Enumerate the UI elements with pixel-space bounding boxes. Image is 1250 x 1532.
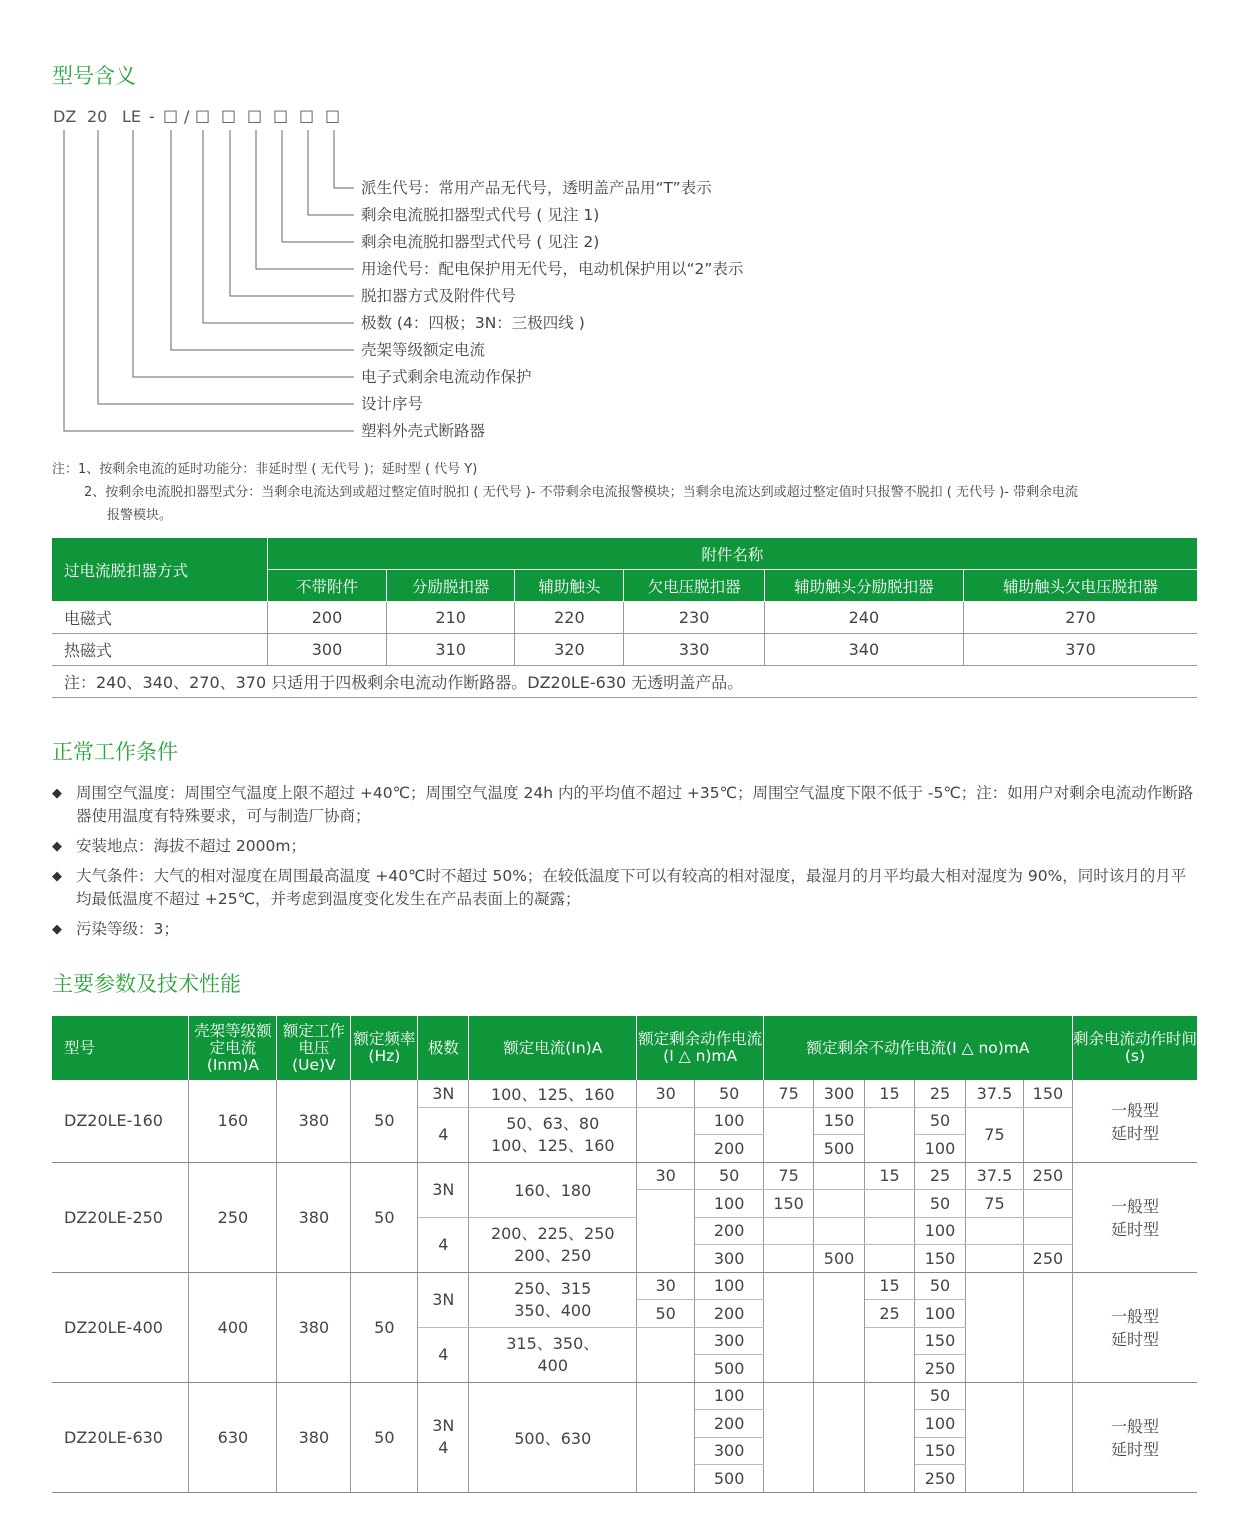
table-cell: 310 [387, 634, 515, 666]
table-cell [965, 1245, 1023, 1273]
table-cell [865, 1107, 915, 1162]
code-box-1: □ [163, 106, 179, 125]
table-cell [865, 1245, 915, 1273]
voltage-cell: 380 [277, 1272, 351, 1382]
condition-item: ◆ 污染等级：3； [52, 918, 1197, 941]
current-cell [469, 1107, 637, 1162]
table-cell: 15 [865, 1272, 915, 1300]
table-cell: 37.5 [965, 1162, 1023, 1190]
table-cell: 100 [695, 1272, 764, 1300]
code-slash: / [184, 107, 190, 126]
poles-cell [418, 1382, 469, 1492]
table-cell: 150 [814, 1107, 865, 1135]
voltage-cell: 380 [277, 1080, 351, 1162]
current-line: 100、125、160 [490, 1135, 615, 1155]
table-cell: 200 [695, 1217, 764, 1245]
current-line: 50、63、80 [506, 1113, 600, 1133]
table-cell: 500 [814, 1135, 865, 1163]
table-cell: 150 [915, 1245, 966, 1273]
table-cell: 50 [695, 1080, 764, 1107]
accessory-col-header: 欠电压脱扣器 [624, 570, 764, 602]
current-cell [469, 1327, 637, 1382]
current-cell: 160、180 [469, 1162, 637, 1217]
header-frame: 壳架等级额定电流(Inm)A [189, 1016, 277, 1080]
table-cell [865, 1217, 915, 1245]
row-label: 热磁式 [52, 634, 267, 666]
freq-cell: 50 [351, 1080, 418, 1162]
poles-cell: 4 [418, 1107, 469, 1162]
table-cell [764, 1272, 814, 1382]
table-cell: 250 [1023, 1162, 1072, 1190]
table-cell: 370 [964, 634, 1197, 666]
accessory-col-header: 辅助触头分励脱扣器 [764, 570, 963, 602]
conditions-list [52, 782, 1197, 948]
table-cell: 25 [915, 1080, 966, 1107]
table-cell [637, 1327, 695, 1382]
table-cell [637, 1382, 695, 1492]
table-cell [1023, 1217, 1072, 1245]
table-cell: 300 [814, 1080, 865, 1107]
note-line-3: 报警模块。 [107, 508, 173, 523]
table-cell [814, 1272, 865, 1382]
section-title-conditions: 正常工作条件 [52, 740, 178, 764]
table-cell: 30 [637, 1272, 695, 1300]
accessory-col-header: 辅助触头 [515, 570, 624, 602]
table-cell [814, 1162, 865, 1190]
current-line: 350、400 [514, 1300, 592, 1320]
table-cell: 15 [865, 1162, 915, 1190]
poles-cell: 4 [418, 1217, 469, 1272]
model-notes [52, 458, 1197, 527]
parameter-table [52, 1016, 1197, 1493]
table-cell [1023, 1107, 1072, 1162]
table-cell: 150 [1023, 1080, 1072, 1107]
current-line: 200、225、250 [490, 1223, 615, 1243]
table-cell: 50 [915, 1382, 966, 1410]
header-voltage: 额定工作电压(Ue)V [277, 1016, 351, 1080]
model-cell: DZ20LE-630 [52, 1382, 189, 1492]
current-cell [469, 1272, 637, 1327]
accessory-group-header: 附件名称 [267, 538, 1197, 570]
table-cell: 150 [915, 1327, 966, 1355]
header-rated-current: 额定电流(In)A [469, 1016, 637, 1080]
table-cell [965, 1272, 1023, 1382]
table-cell [965, 1382, 1023, 1492]
table-cell: 75 [965, 1107, 1023, 1162]
table-cell [1023, 1190, 1072, 1218]
code-box-5: □ [273, 106, 289, 125]
table-cell [814, 1190, 865, 1218]
table-cell: 250 [1023, 1245, 1072, 1273]
table-row [52, 634, 1197, 666]
code-box-6: □ [299, 106, 315, 125]
table-cell: 30 [637, 1162, 695, 1190]
header-residual-current: 额定剩余动作电流(I △ n)mA [637, 1016, 764, 1080]
table-cell: 75 [965, 1190, 1023, 1218]
table-cell: 250 [915, 1465, 966, 1493]
table-cell: 500 [695, 1355, 764, 1383]
freq-cell: 50 [351, 1382, 418, 1492]
legend-item: 剩余电流脱扣器型式代号 ( 见注 1) [361, 206, 600, 224]
accessory-table [52, 538, 1197, 698]
legend-item: 塑料外壳式断路器 [361, 422, 486, 440]
note-line-2: 2、按剩余电流脱扣器型式分：当剩余电流达到或超过整定值时脱扣 ( 无代号 )- 不带剩余电流报警模块；当剩余电流达到或超过整定值时只报警不脱扣 ( 无代号 )- 带剩余电流 [84, 485, 1078, 500]
table-cell [764, 1382, 814, 1492]
section-title-model-meaning: 型号含义 [52, 64, 136, 88]
table-row [52, 1162, 1197, 1190]
table-cell: 50 [915, 1190, 966, 1218]
table-cell [814, 1217, 865, 1245]
table-cell: 220 [515, 602, 624, 634]
legend-item: 电子式剩余电流动作保护 [361, 368, 532, 386]
table-cell: 200 [695, 1135, 764, 1163]
note-line-1: 注：1、按剩余电流的延时功能分：非延时型 ( 无代号 )；延时型 ( 代号 Y) [52, 462, 478, 477]
code-box-2: □ [195, 106, 211, 125]
voltage-cell: 380 [277, 1382, 351, 1492]
table-row [52, 602, 1197, 634]
current-line: 315、350、 [506, 1333, 600, 1353]
table-cell: 230 [624, 602, 764, 634]
table-cell [637, 1190, 695, 1273]
table-cell [814, 1382, 865, 1492]
current-cell: 100、125、160 [469, 1080, 637, 1107]
table-cell [865, 1327, 915, 1382]
table-cell [764, 1217, 814, 1245]
header-operating-time: 剩余电流动作时间(s) [1072, 1030, 1197, 1065]
frame-cell: 160 [189, 1080, 277, 1162]
table-cell [1023, 1382, 1072, 1492]
time-cell: 一般型 延时型 [1072, 1080, 1197, 1162]
table-cell: 200 [695, 1410, 764, 1438]
row-label: 电磁式 [52, 602, 267, 634]
legend-item: 剩余电流脱扣器型式代号 ( 见注 2) [361, 233, 600, 251]
accessory-table-note: 注：240、340、270、370 只适用于四极剩余电流动作断路器。DZ20LE-630 无透明盖产品。 [52, 666, 1197, 698]
current-cell [469, 1217, 637, 1272]
table-cell: 340 [764, 634, 963, 666]
table-cell [865, 1382, 915, 1492]
time-cell: 一般型 延时型 [1072, 1162, 1197, 1272]
table-cell: 100 [695, 1190, 764, 1218]
current-line: 250、315 [514, 1278, 592, 1298]
table-cell: 50 [915, 1272, 966, 1300]
code-box-7: □ [325, 106, 341, 125]
table-cell: 100 [695, 1382, 764, 1410]
frame-cell: 400 [189, 1272, 277, 1382]
table-cell: 100 [915, 1217, 966, 1245]
code-le: LE [122, 107, 142, 126]
frame-cell: 630 [189, 1382, 277, 1492]
table-cell: 500 [814, 1245, 865, 1273]
time-cell: 一般型 延时型 [1072, 1272, 1197, 1382]
voltage-cell: 380 [277, 1162, 351, 1272]
table-cell: 150 [915, 1437, 966, 1465]
table-cell: 15 [865, 1080, 915, 1107]
poles-cell: 3N [418, 1272, 469, 1327]
code-box-4: □ [247, 106, 263, 125]
poles-line: 4 [438, 1438, 449, 1457]
table-cell [1023, 1272, 1072, 1382]
table-cell: 25 [865, 1300, 915, 1328]
condition-item: ◆ 安装地点：海拔不超过 2000m； [52, 835, 1197, 858]
table-cell: 37.5 [965, 1080, 1023, 1107]
poles-line: 3N [432, 1416, 455, 1435]
code-dash: - [149, 107, 155, 126]
accessory-corner-header: 过电流脱扣器方式 [52, 538, 267, 602]
condition-item: ◆ 大气条件：大气的相对湿度在周围最高温度 +40℃时不超过 50%；在较低温度下可以有较高的相对湿度，最湿月的月平均最大相对湿度为 90%，同时该月的月平均最低温度不超过 +25℃，并考虑到温度变化发生在产品表面上的凝露； [52, 865, 1197, 911]
table-cell: 300 [695, 1437, 764, 1465]
table-cell: 240 [764, 602, 963, 634]
table-cell: 25 [915, 1162, 966, 1190]
table-cell [965, 1217, 1023, 1245]
time-cell: 一般型 延时型 [1072, 1382, 1197, 1492]
table-cell: 330 [624, 634, 764, 666]
table-cell: 200 [267, 602, 386, 634]
table-cell: 300 [695, 1245, 764, 1273]
freq-cell: 50 [351, 1162, 418, 1272]
table-cell: 30 [637, 1080, 695, 1107]
condition-item: ◆ 周围空气温度：周围空气温度上限不超过 +40℃；周围空气温度 24h 内的平均值不超过 +35℃；周围空气温度下限不低于 -5℃；注：如用户对剩余电流动作断路器使用温度有特殊要求，可与制造厂协商； [52, 782, 1197, 828]
freq-cell: 50 [351, 1272, 418, 1382]
legend-item: 用途代号：配电保护用无代号，电动机保护用以“2”表示 [361, 260, 744, 278]
model-cell: DZ20LE-160 [52, 1080, 189, 1162]
table-row [52, 1272, 1197, 1300]
table-cell: 50 [637, 1300, 695, 1328]
table-cell: 320 [515, 634, 624, 666]
table-row [52, 1382, 1197, 1410]
table-cell: 100 [695, 1107, 764, 1135]
poles-cell: 3N [418, 1080, 469, 1107]
table-cell: 500 [695, 1465, 764, 1493]
current-cell: 500、630 [469, 1382, 637, 1492]
table-cell: 270 [964, 602, 1197, 634]
table-cell [764, 1245, 814, 1273]
table-cell: 300 [695, 1327, 764, 1355]
table-cell: 250 [915, 1355, 966, 1383]
model-cell: DZ20LE-250 [52, 1162, 189, 1272]
table-cell: 300 [267, 634, 386, 666]
code-box-3: □ [221, 106, 237, 125]
header-model: 型号 [52, 1016, 189, 1080]
table-cell [637, 1107, 695, 1162]
legend-item: 极数 (4：四极；3N：三极四线 ) [361, 314, 585, 332]
table-cell: 75 [764, 1080, 814, 1107]
header-frequency: 额定频率(Hz) [351, 1016, 418, 1080]
table-cell: 75 [764, 1162, 814, 1190]
header-non-operating-current: 额定剩余不动作电流(I △ no)mA [764, 1016, 1073, 1080]
table-cell: 150 [764, 1190, 814, 1218]
table-cell: 210 [387, 602, 515, 634]
table-cell [865, 1190, 915, 1218]
current-line: 200、250 [514, 1245, 592, 1265]
section-title-parameters: 主要参数及技术性能 [52, 972, 241, 996]
poles-cell: 3N [418, 1162, 469, 1217]
frame-cell: 250 [189, 1162, 277, 1272]
accessory-col-header: 不带附件 [267, 570, 386, 602]
model-cell: DZ20LE-400 [52, 1272, 189, 1382]
table-cell [764, 1107, 814, 1162]
table-cell: 50 [695, 1162, 764, 1190]
accessory-col-header: 分励脱扣器 [387, 570, 515, 602]
accessory-col-header: 辅助触头欠电压脱扣器 [964, 570, 1197, 602]
table-cell: 200 [695, 1300, 764, 1328]
code-20: 20 [87, 107, 108, 126]
table-row [52, 1080, 1197, 1107]
current-line: 400 [537, 1355, 569, 1375]
table-cell: 100 [915, 1300, 966, 1328]
legend-item: 脱扣器方式及附件代号 [361, 287, 517, 305]
code-dz: DZ [53, 107, 77, 126]
legend-item: 设计序号 [361, 395, 424, 413]
table-cell: 100 [915, 1135, 966, 1163]
legend-item: 壳架等级额定电流 [361, 341, 486, 359]
poles-cell: 4 [418, 1327, 469, 1382]
table-cell: 50 [915, 1107, 966, 1135]
table-cell: 100 [915, 1410, 966, 1438]
header-poles: 极数 [418, 1016, 469, 1080]
legend-item: 派生代号：常用产品无代号，透明盖产品用“T”表示 [361, 179, 712, 197]
